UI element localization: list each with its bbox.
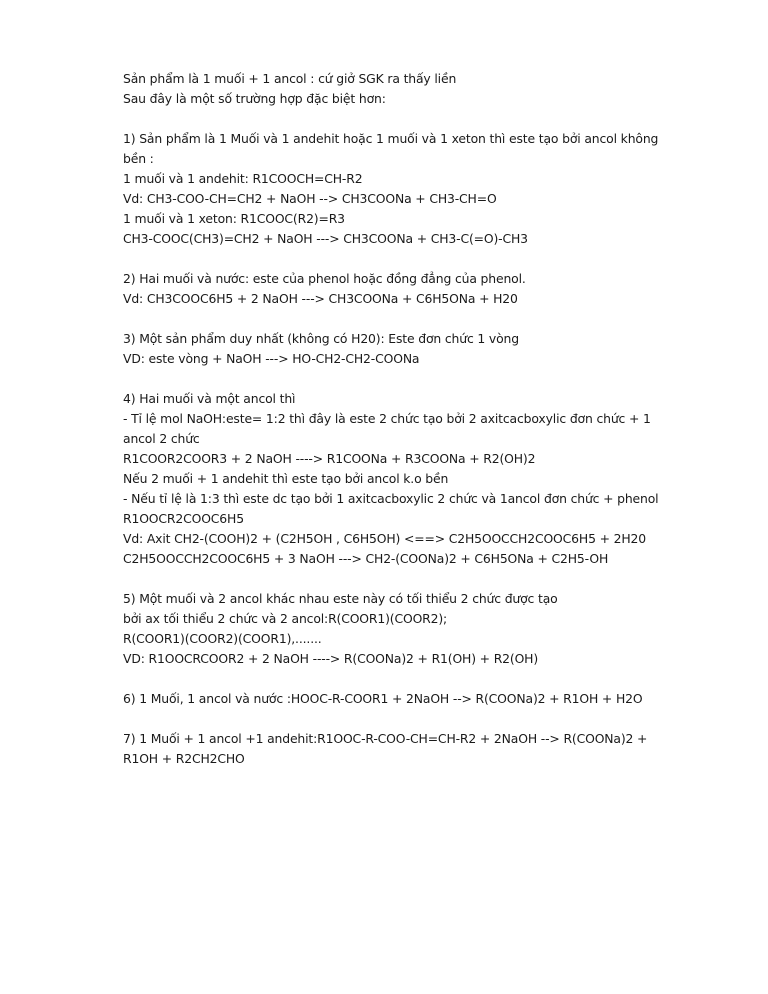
section-4 bbox=[123, 389, 703, 569]
spacer bbox=[123, 249, 703, 269]
section-heading: 1) Sản phẩm là 1 Muối và 1 andehit hoặc 1 muối và 1 xeton thì este tạo bởi ancol không bbox=[123, 131, 659, 146]
section-line: bởi ax tối thiểu 2 chức và 2 ancol:R(COOR1)(COOR2); bbox=[123, 611, 448, 626]
intro-line: Sản phẩm là 1 muối + 1 ancol : cứ giở SGK ra thấy liền bbox=[123, 71, 457, 86]
section-line: C2H5OOCCH2COOC6H5 + 3 NaOH ---> CH2-(COONa)2 + C6H5ONa + C2H5-OH bbox=[123, 551, 609, 566]
section-line: Vd: CH3-COO-CH=CH2 + NaOH --> CH3COONa + CH3-CH=O bbox=[123, 191, 497, 206]
section-line: Vd: CH3COOC6H5 + 2 NaOH ---> CH3COONa + C6H5ONa + H20 bbox=[123, 291, 518, 306]
section-2 bbox=[123, 269, 703, 309]
section-heading: 6) 1 Muối, 1 ancol và nước :HOOC-R-COOR1 + 2NaOH --> R(COONa)2 + R1OH + H2O bbox=[123, 691, 643, 706]
section-line: R1OOCR2COOC6H5 bbox=[123, 511, 244, 526]
spacer bbox=[123, 369, 703, 389]
section-5 bbox=[123, 589, 703, 669]
section-6 bbox=[123, 689, 703, 709]
section-line: - Nếu tỉ lệ là 1:3 thì este dc tạo bởi 1 axitcacboxylic 2 chức và 1ancol đơn chức + phenol bbox=[123, 491, 659, 506]
section-line: CH3-COOC(CH3)=CH2 + NaOH ---> CH3COONa + CH3-C(=O)-CH3 bbox=[123, 231, 528, 246]
spacer bbox=[123, 709, 703, 729]
section-line: R1COOR2COOR3 + 2 NaOH ----> R1COONa + R3COONa + R2(OH)2 bbox=[123, 451, 536, 466]
section-heading: 7) 1 Muối + 1 ancol +1 andehit:R1OOC-R-COO-CH=CH-R2 + 2NaOH --> R(COONa)2 + bbox=[123, 731, 648, 746]
section-line: R(COOR1)(COOR2)(COOR1),....... bbox=[123, 631, 322, 646]
section-line: 1 muối và 1 xeton: R1COOC(R2)=R3 bbox=[123, 211, 345, 226]
section-line: Nếu 2 muối + 1 andehit thì este tạo bởi ancol k.o bền bbox=[123, 471, 449, 486]
section-line: Vd: Axit CH2-(COOH)2 + (C2H5OH , C6H5OH) <==> C2H5OOCCH2COOC6H5 + 2H20 bbox=[123, 531, 646, 546]
section-1 bbox=[123, 129, 703, 249]
section-heading: 5) Một muối và 2 ancol khác nhau este này có tối thiểu 2 chức được tạo bbox=[123, 591, 558, 606]
section-line: VD: este vòng + NaOH ---> HO-CH2-CH2-COONa bbox=[123, 351, 420, 366]
document-page bbox=[123, 69, 703, 769]
section-line: bền : bbox=[123, 151, 154, 166]
section-heading: 2) Hai muối và nước: este của phenol hoặc đồng đẳng của phenol. bbox=[123, 271, 526, 286]
intro-line: Sau đây là một số trường hợp đặc biệt hơn: bbox=[123, 91, 386, 106]
spacer bbox=[123, 669, 703, 689]
section-line: ancol 2 chức bbox=[123, 431, 200, 446]
spacer bbox=[123, 569, 703, 589]
section-7 bbox=[123, 729, 703, 769]
section-line: VD: R1OOCRCOOR2 + 2 NaOH ----> R(COONa)2 + R1(OH) + R2(OH) bbox=[123, 651, 539, 666]
spacer bbox=[123, 109, 703, 129]
section-line: R1OH + R2CH2CHO bbox=[123, 751, 245, 766]
section-line: 1 muối và 1 andehit: R1COOCH=CH-R2 bbox=[123, 171, 363, 186]
section-3 bbox=[123, 329, 703, 369]
section-line: - Tỉ lệ mol NaOH:este= 1:2 thì đây là este 2 chức tạo bởi 2 axitcacboxylic đơn chức + 1 bbox=[123, 411, 651, 426]
spacer bbox=[123, 309, 703, 329]
intro-block bbox=[123, 69, 703, 109]
section-heading: 4) Hai muối và một ancol thì bbox=[123, 391, 296, 406]
section-heading: 3) Một sản phẩm duy nhất (không có H20): Este đơn chức 1 vòng bbox=[123, 331, 519, 346]
